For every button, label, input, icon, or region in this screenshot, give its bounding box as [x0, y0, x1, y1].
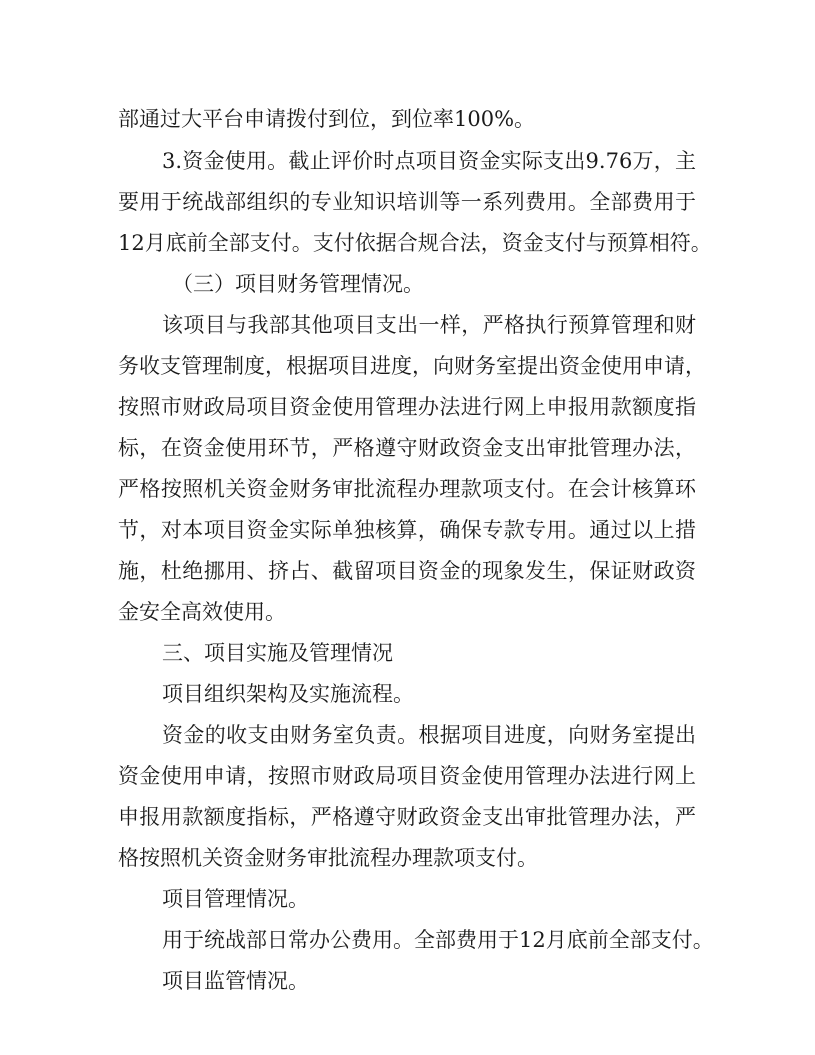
paragraph-line: 严格按照机关资金财务审批流程办理款项支付。在会计核算环: [118, 477, 696, 501]
paragraph-line: 该项目与我部其他项目支出一样，严格执行预算管理和财: [162, 313, 696, 337]
paragraph-line: 节，对本项目资金实际单独核算，确保专款专用。通过以上措: [118, 518, 696, 542]
paragraph-line: 金安全高效使用。: [118, 600, 286, 624]
paragraph-line: 务收支管理制度，根据项目进度，向财务室提出资金使用申请，: [118, 354, 706, 378]
subsection-heading: 项目组织架构及实施流程。: [162, 682, 414, 706]
paragraph-line: 部通过大平台申请拨付到位，到位率100%。: [118, 107, 536, 131]
section-heading: 三、项目实施及管理情况: [162, 641, 393, 665]
section-heading: （三）项目财务管理情况。: [172, 272, 424, 296]
paragraph-line: 3.资金使用。截止评价时点项目资金实际支出9.76万，主: [162, 149, 696, 173]
paragraph-line: 格按照机关资金财务审批流程办理款项支付。: [118, 846, 538, 870]
paragraph-line: 资金使用申请，按照市财政局项目资金使用管理办法进行网上: [118, 764, 696, 788]
subsection-heading: 项目管理情况。: [162, 887, 309, 911]
paragraph-line: 资金的收支由财务室负责。根据项目进度，向财务室提出: [162, 723, 696, 747]
paragraph-line: 用于统战部日常办公费用。全部费用于12月底前全部支付。: [162, 928, 714, 952]
paragraph-line: 12月底前全部支付。支付依据合规合法，资金支付与预算相符。: [118, 231, 712, 255]
paragraph-line: 申报用款额度指标，严格遵守财政资金支出审批管理办法，严: [118, 805, 696, 829]
paragraph-line: 施，杜绝挪用、挤占、截留项目资金的现象发生，保证财政资: [118, 559, 696, 583]
paragraph-line: 标，在资金使用环节，严格遵守财政资金支出审批管理办法，: [118, 436, 696, 460]
subsection-heading: 项目监管情况。: [162, 969, 309, 993]
paragraph-line: 按照市财政局项目资金使用管理办法进行网上申报用款额度指: [118, 395, 696, 419]
paragraph-line: 要用于统战部组织的专业知识培训等一系列费用。全部费用于: [118, 190, 696, 214]
